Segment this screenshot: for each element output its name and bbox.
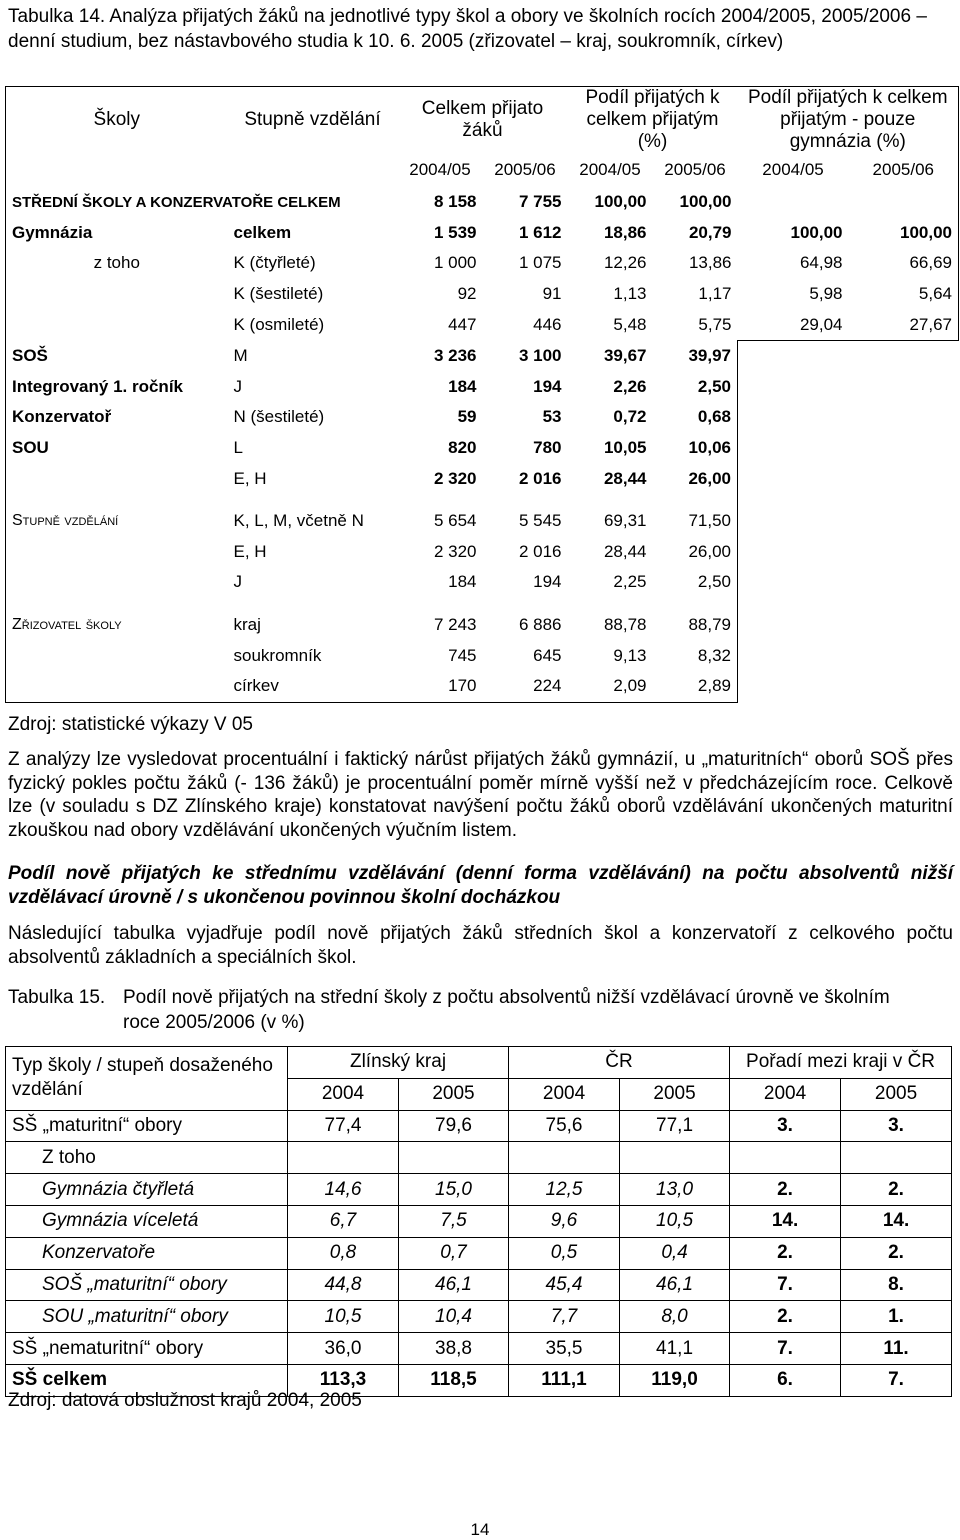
row-label: z toho <box>6 248 228 279</box>
cell: 1,13 <box>613 284 647 304</box>
cell: 26,00 <box>653 537 738 568</box>
cell: 46,1 <box>620 1269 730 1301</box>
cell: 2. <box>730 1301 841 1333</box>
cell: 11. <box>841 1333 952 1365</box>
cell: 1 000 <box>433 253 477 273</box>
page-number: 14 <box>470 1520 490 1539</box>
year-header: 2005 <box>620 1078 730 1110</box>
cell: 0,7 <box>399 1237 509 1269</box>
table-14-caption: Tabulka 14. Analýza přijatých žáků na jednotlivé typy škol a obory ve školních rocích 2004/2005, 2005/2006 – denní studium, bez nástavbového studia k 10. 6. 2005 (zřizovatel – kraj, soukromník, církev) <box>8 6 927 52</box>
cell: 38,8 <box>399 1333 509 1365</box>
cell: 2,50 <box>653 567 738 598</box>
cell: 645 <box>533 645 562 665</box>
table-row <box>6 309 959 340</box>
header-podil-gymnazia: Podíl přijatých k celkem přijatým - pouze gymnázia (%) <box>738 87 959 154</box>
cell: 44,8 <box>288 1269 399 1301</box>
row-label: SŠ „maturitní“ obory <box>6 1110 288 1142</box>
cell: 3 236 <box>433 346 477 366</box>
cell: 8. <box>841 1269 952 1301</box>
cell: 0,72 <box>613 407 647 427</box>
row-sublabel: L <box>233 438 243 458</box>
table-row <box>6 279 959 310</box>
cell: 113,3 <box>288 1364 399 1396</box>
table-row <box>6 1110 952 1142</box>
cell: 27,67 <box>849 309 959 340</box>
cell: 2 016 <box>518 468 562 488</box>
cell: 15,0 <box>399 1174 509 1206</box>
row-label: Integrovaný 1. ročník <box>6 372 228 403</box>
cell: 224 <box>483 671 568 702</box>
row-label: SŠ „nematuritní“ obory <box>6 1333 288 1365</box>
header-podil: Podíl přijatých k celkem přijatým (%) <box>568 87 738 154</box>
year-header: 2005 <box>841 1078 952 1110</box>
cell: 780 <box>533 438 562 458</box>
cell: 6,7 <box>288 1205 399 1237</box>
row-sublabel: K (osmileté) <box>233 314 325 334</box>
row-sublabel: soukromník <box>233 645 322 665</box>
cell: 194 <box>533 376 562 396</box>
table-row <box>6 340 959 371</box>
year-header: 2005 <box>399 1078 509 1110</box>
table-row <box>6 218 959 249</box>
table-row <box>6 463 959 494</box>
cell: 0,4 <box>620 1237 730 1269</box>
cell: 446 <box>533 314 562 334</box>
header-zlin: Zlínský kraj <box>288 1047 509 1079</box>
row-label: Konzervatoř <box>6 402 228 433</box>
cell: 64,98 <box>799 253 843 273</box>
cell: 71,50 <box>653 506 738 537</box>
cell: 2,26 <box>613 376 647 396</box>
cell: 2,50 <box>653 372 738 403</box>
table-15-source: Zdroj: datová obslužnost krajů 2004, 2005 <box>8 1390 362 1411</box>
cell: 46,1 <box>399 1269 509 1301</box>
cell: 28,44 <box>603 541 647 561</box>
year-header: 2004 <box>288 1078 399 1110</box>
row-sublabel: N (šestileté) <box>233 407 325 427</box>
cell: 36,0 <box>288 1333 399 1365</box>
year-header: 2005/06 <box>494 160 556 179</box>
cell: 7. <box>730 1333 841 1365</box>
cell: 88,79 <box>653 610 738 641</box>
cell: 2 016 <box>518 541 562 561</box>
cell: 184 <box>448 572 477 592</box>
cell: 3. <box>730 1110 841 1142</box>
cell: 10,05 <box>603 438 647 458</box>
cell: 12,26 <box>603 253 647 273</box>
cell: 10,4 <box>399 1301 509 1333</box>
cell: 1 075 <box>518 253 562 273</box>
table-15-caption-label: Tabulka 15. <box>8 987 106 1008</box>
cell: 0,5 <box>509 1237 620 1269</box>
cell: 13,0 <box>620 1174 730 1206</box>
row-label: SOU „maturitní“ obory <box>6 1301 288 1333</box>
cell: 6. <box>730 1364 841 1396</box>
cell: 77,4 <box>288 1110 399 1142</box>
row-label: STŘEDNÍ ŠKOLY A KONZERVATOŘE CELKEM <box>6 187 398 218</box>
cell: 9,13 <box>613 645 647 665</box>
cell: 100,00 <box>790 222 843 242</box>
cell: 118,5 <box>399 1364 509 1396</box>
cell: 35,5 <box>509 1333 620 1365</box>
cell: 1. <box>841 1301 952 1333</box>
table-14-source: Zdroj: statistické výkazy V 05 <box>8 714 253 735</box>
cell: 100,00 <box>679 192 732 212</box>
cell: 39,67 <box>603 346 647 366</box>
header-cr: ČR <box>509 1047 730 1079</box>
cell: 5,75 <box>698 314 732 334</box>
row-sublabel: E, H <box>233 468 267 488</box>
analysis-paragraph: Z analýzy lze vysledovat procentuální i faktický nárůst přijatých žáků gymnázií, u „maturitních“ oborů SOŠ přes fyzický pokles počtu žáků (- 136 žáků) je procentuální poměr mírně vyšší než v předcházejícím roce. Celkově lze (v souladu s DZ Zlínského kraje) konstatovat navýšení počtu žáků oborů vzdělávání ukončených maturitní zkouškou nad obory vzdělávání ukončených výučním listem. <box>8 749 953 841</box>
row-sublabel: K, L, M, včetně N <box>233 511 364 531</box>
year-header: 2004 <box>730 1078 841 1110</box>
cell: 29,04 <box>738 309 849 340</box>
cell: 5 545 <box>518 511 562 531</box>
table-row <box>6 1333 952 1365</box>
row-sublabel: J <box>233 572 242 592</box>
cell: 39,97 <box>653 340 738 371</box>
table-15-caption <box>8 985 953 1035</box>
cell: 5,64 <box>849 279 959 310</box>
cell: 88,78 <box>603 615 647 635</box>
cell: 2,09 <box>568 671 653 702</box>
cell: 6 886 <box>518 615 562 635</box>
cell: 75,6 <box>509 1110 620 1142</box>
cell: 91 <box>542 284 562 304</box>
table-row <box>6 537 959 568</box>
cell: 194 <box>533 572 562 592</box>
table-row <box>6 1142 952 1174</box>
cell: 2. <box>841 1174 952 1206</box>
year-header: 2004/05 <box>579 160 641 179</box>
cell: 100,00 <box>849 218 959 249</box>
cell: 3. <box>841 1110 952 1142</box>
header-skoly: Školy <box>6 87 228 154</box>
row-sublabel: E, H <box>233 541 267 561</box>
cell: 7 755 <box>518 192 562 212</box>
cell: 5,98 <box>809 284 843 304</box>
cell: 1 539 <box>433 222 477 242</box>
cell: 45,4 <box>509 1269 620 1301</box>
cell: 184 <box>448 376 477 396</box>
table-15-caption-text: Podíl nově přijatých na střední školy z počtu absolventů nižší vzdělávací úrovně ve školním roce 2005/2006 (v %) <box>123 987 890 1033</box>
cell: 69,31 <box>603 511 647 531</box>
cell: 100,00 <box>594 192 647 212</box>
table-row <box>6 187 959 218</box>
cell: 2. <box>841 1237 952 1269</box>
table-row <box>6 1301 952 1333</box>
table-row <box>6 1205 952 1237</box>
header-stupne: Stupně vzdělání <box>228 87 398 154</box>
row-sublabel: kraj <box>233 615 261 635</box>
header-poradi: Pořadí mezi kraji v ČR <box>730 1047 952 1079</box>
cell: 41,1 <box>620 1333 730 1365</box>
cell: 14. <box>841 1205 952 1237</box>
cell: 13,86 <box>688 253 732 273</box>
table-row <box>6 372 959 403</box>
row-sublabel: J <box>233 376 242 396</box>
table-row <box>6 433 959 464</box>
row-label: Gymnázia <box>6 218 228 249</box>
cell: 7. <box>730 1269 841 1301</box>
row-label: SOŠ <box>6 340 228 371</box>
cell: 7. <box>841 1364 952 1396</box>
year-header: 2005/06 <box>664 160 726 179</box>
cell: 14,6 <box>288 1174 399 1206</box>
cell: 1 612 <box>518 222 562 242</box>
cell: 7,5 <box>399 1205 509 1237</box>
cell: 0,8 <box>288 1237 399 1269</box>
cell: 8,32 <box>653 640 738 671</box>
year-header: 2004/05 <box>762 160 824 179</box>
cell: 745 <box>448 645 477 665</box>
intro-paragraph: Následující tabulka vyjadřuje podíl nově přijatých žáků středních škol a konzervatoří z celkového počtu absolventů základních a speciálních škol. <box>8 923 953 968</box>
cell: 2 320 <box>433 541 477 561</box>
cell: 66,69 <box>849 248 959 279</box>
cell: 5 654 <box>433 511 477 531</box>
cell: 8 158 <box>433 192 477 212</box>
cell: 9,6 <box>509 1205 620 1237</box>
cell: 119,0 <box>620 1364 730 1396</box>
year-header: 2004/05 <box>409 160 471 179</box>
table-row <box>6 1237 952 1269</box>
section-heading: Podíl nově přijatých ke střednímu vzdělávání (denní forma vzdělávání) na počtu absolventů nižší vzdělávací úrovně / s ukončenou povinnou školní docházkou <box>8 863 953 908</box>
row-label: SŠ celkem <box>6 1364 288 1396</box>
table-15 <box>5 1046 952 1397</box>
row-sublabel: M <box>233 346 248 366</box>
table-row <box>6 567 959 598</box>
cell: 7,7 <box>509 1301 620 1333</box>
cell: 820 <box>448 438 477 458</box>
cell: 1,17 <box>698 284 732 304</box>
cell: 53 <box>542 407 562 427</box>
row-label: SOU <box>6 433 228 464</box>
row-label: Gymnázia čtyřletá <box>6 1174 288 1206</box>
cell: 18,86 <box>603 222 647 242</box>
table-14 <box>5 86 959 703</box>
table-row <box>6 1269 952 1301</box>
cell: 2,25 <box>613 572 647 592</box>
row-sublabel: církev <box>228 671 398 702</box>
header-celkem: Celkem přijato žáků <box>398 87 568 154</box>
year-header: 2004 <box>509 1078 620 1110</box>
row-label: Konzervatoře <box>6 1237 288 1269</box>
cell: 26,00 <box>653 463 738 494</box>
cell: 10,5 <box>288 1301 399 1333</box>
cell: 170 <box>398 671 483 702</box>
row-label: SOŠ „maturitní“ obory <box>6 1269 288 1301</box>
cell: 111,1 <box>509 1364 620 1396</box>
cell: 79,6 <box>399 1110 509 1142</box>
table-row <box>6 1174 952 1206</box>
cell: 0,68 <box>653 402 738 433</box>
cell: 12,5 <box>509 1174 620 1206</box>
row-sublabel: celkem <box>233 222 292 242</box>
table-row <box>6 248 959 279</box>
cell: 92 <box>457 284 477 304</box>
cell: 2 320 <box>433 468 477 488</box>
cell: 2,89 <box>653 671 738 702</box>
row-sublabel: K (čtyřleté) <box>233 253 316 273</box>
table-row <box>6 671 959 702</box>
cell: 447 <box>448 314 477 334</box>
cell: 7 243 <box>433 615 477 635</box>
row-label: Stupně vzdělání <box>6 506 228 537</box>
table-row <box>6 610 959 641</box>
row-label: Z toho <box>6 1142 288 1174</box>
cell: 28,44 <box>603 468 647 488</box>
cell: 59 <box>457 407 477 427</box>
table-row <box>6 506 959 537</box>
table-row <box>6 402 959 433</box>
cell: 2. <box>730 1174 841 1206</box>
year-header: 2005/06 <box>849 153 959 187</box>
cell: 3 100 <box>518 346 562 366</box>
cell: 14. <box>730 1205 841 1237</box>
cell: 10,5 <box>620 1205 730 1237</box>
header-typ: Typ školy / stupeň dosaženého vzdělání <box>6 1047 288 1111</box>
table-row <box>6 640 959 671</box>
cell: 77,1 <box>620 1110 730 1142</box>
row-sublabel: K (šestileté) <box>233 284 324 304</box>
row-label: Gymnázia víceletá <box>6 1205 288 1237</box>
cell: 5,48 <box>613 314 647 334</box>
cell: 20,79 <box>688 222 732 242</box>
cell: 10,06 <box>653 433 738 464</box>
cell: 2. <box>730 1237 841 1269</box>
row-label: Zřizovatel školy <box>6 610 228 641</box>
cell: 8,0 <box>620 1301 730 1333</box>
